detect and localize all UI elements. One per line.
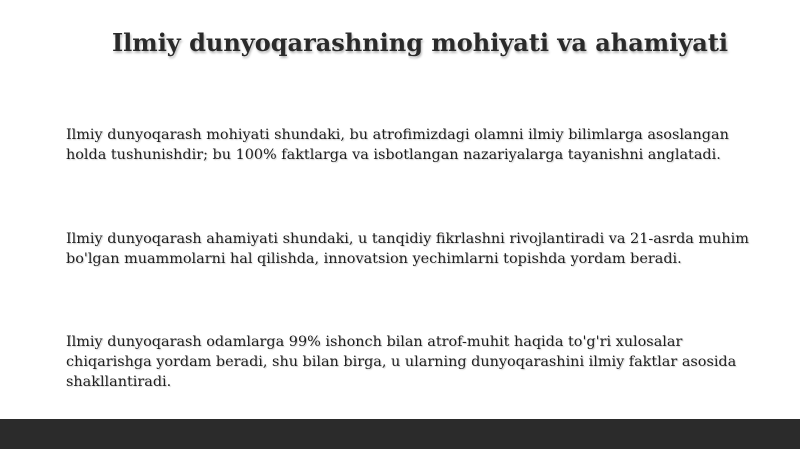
footer-bar	[0, 419, 800, 449]
paragraph-conclusions: Ilmiy dunyoqarash odamlarga 99% ishonch bilan atrof-muhit haqida to'g'ri xulosalar chiqarishga yordam beradi, shu bilan birga, u ularning dunyoqarashini ilmiy faktlar asosida shakllantiradi.	[66, 334, 737, 390]
paragraph-importance: Ilmiy dunyoqarash ahamiyati shundaki, u tanqidiy fikrlashni rivojlantiradi va 21-asrda muhim bo'lgan muammolarni hal qilishda, innovatsion yechimlarni topishda yordam beradi.	[66, 231, 749, 267]
slide-title: Ilmiy dunyoqarashning mohiyati va ahamiyati	[111, 28, 729, 57]
paragraph-essence: Ilmiy dunyoqarash mohiyati shundaki, bu atrofimizdagi olamni ilmiy bilimlarga asoslangan holda tushunishdir; bu 100% faktlarga va isbotlangan nazariyalarga tayanishni anglatadi.	[66, 127, 729, 163]
